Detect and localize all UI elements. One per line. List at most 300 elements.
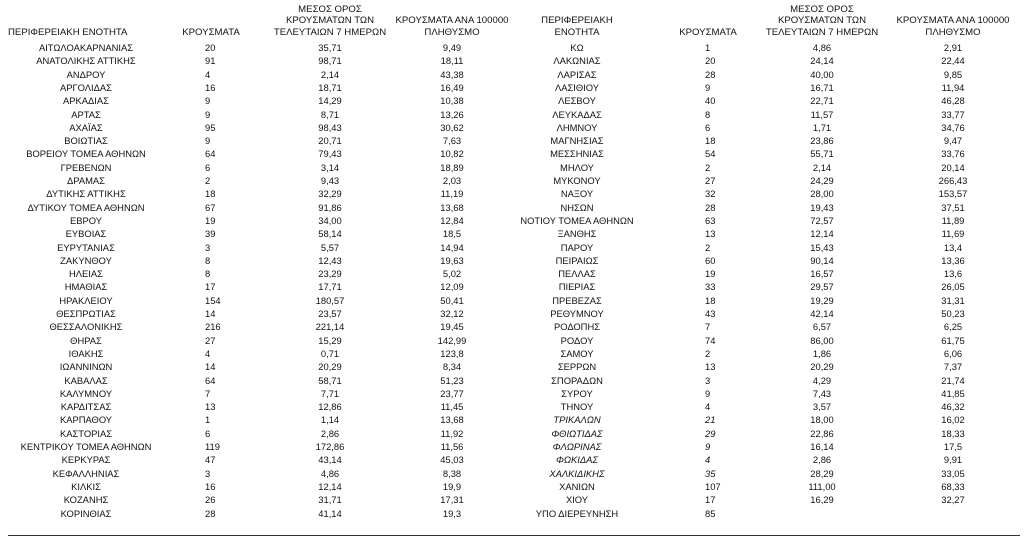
right-per100k-cell: 34,76 (941, 121, 965, 133)
right-cases-cell: 9 (705, 81, 711, 93)
left-region-cell: ΚΑΛΥΜΝΟΥ (59, 387, 113, 399)
left-region-cell: ΖΑΚΥΝΘΟΥ (60, 254, 112, 266)
right-cases-cell: 107 (705, 480, 721, 492)
header-per100k-left: ΚΡΟΥΣΜΑΤΑ ΑΝΑ 100000 ΠΛΗΘΥΣΜΟ (395, 15, 509, 38)
left-region-cell: ΚΟΖΑΝΗΣ (63, 494, 109, 506)
right-per100k-cell: 32,27 (941, 494, 965, 506)
table-row (0, 507, 1024, 520)
header-region-left: ΠΕΡΙΦΕΡΕΙΑΚΗ ΕΝΟΤΗΤΑ (8, 26, 128, 38)
left-cases-cell: 20 (205, 42, 216, 53)
left-per100k-cell: 123,8 (440, 347, 464, 359)
table-row (0, 41, 1024, 54)
left-avg7-cell: 17,71 (318, 281, 342, 293)
left-avg7-cell: 3,14 (320, 161, 340, 173)
right-per100k-cell: 50,23 (941, 308, 965, 319)
left-avg7-cell: 2,86 (320, 427, 340, 439)
table-row (0, 467, 1024, 480)
right-region-cell: ΛΕΣΒΟΥ (558, 95, 596, 107)
right-avg7-cell: 24,29 (810, 175, 834, 186)
left-per100k-cell: 8,34 (442, 361, 462, 373)
left-avg7-cell: 43,14 (318, 454, 342, 466)
right-region-cell: ΛΑΚΩΝΙΑΣ (553, 55, 601, 67)
right-region-cell: ΝΗΣΩΝ (560, 201, 594, 213)
right-per100k-cell: 11,69 (941, 228, 965, 240)
right-region-cell: ΡΟΔΟΠΗΣ (553, 321, 601, 333)
header-avg7-left: ΜΕΣΟΣ ΟΡΟΣ ΚΡΟΥΣΜΑΤΩΝ ΤΩΝ ΤΕΛΕΥΤΑΙΩΝ 7 ΗΜΕΡΩΝ (273, 3, 387, 38)
left-region-cell: ΑΡΓΟΛΙΔΑΣ (60, 81, 112, 93)
right-avg7-cell: 23,86 (810, 135, 834, 147)
right-per100k-cell: 33,05 (941, 467, 965, 479)
right-cases-cell: 63 (705, 214, 716, 226)
right-region-cell: ΛΑΡΙΣΑΣ (557, 68, 597, 80)
table-row (0, 440, 1024, 453)
right-avg7-cell: 22,86 (810, 427, 834, 439)
left-per100k-cell: 9,49 (442, 42, 462, 53)
right-avg7-cell: 2,86 (812, 454, 832, 466)
left-avg7-cell: 2,14 (320, 68, 340, 80)
left-avg7-cell: 35,71 (318, 42, 342, 53)
left-region-cell: ΕΥΡΥΤΑΝΙΑΣ (57, 241, 115, 253)
left-per100k-cell: 8,38 (442, 467, 462, 479)
right-cases-cell: 19 (705, 268, 716, 280)
left-avg7-cell: 31,71 (318, 494, 342, 506)
table-row (0, 400, 1024, 413)
table-row (0, 214, 1024, 227)
left-per100k-cell: 50,41 (440, 294, 464, 306)
left-cases-cell: 2 (205, 175, 211, 186)
left-avg7-cell: 23,29 (318, 268, 342, 280)
left-avg7-cell: 79,43 (318, 148, 342, 160)
left-avg7-cell: 12,43 (318, 254, 342, 266)
left-region-cell: ΗΡΑΚΛΕΙΟΥ (59, 294, 113, 306)
right-region-cell: ΡΟΔΟΥ (560, 334, 594, 346)
left-per100k-cell: 13,26 (440, 108, 464, 120)
left-region-cell: ΚΟΡΙΝΘΙΑΣ (60, 507, 112, 519)
right-cases-cell: 1 (705, 42, 711, 53)
left-region-cell: ΓΡΕΒΕΝΩΝ (60, 161, 112, 173)
left-cases-cell: 18 (205, 188, 216, 200)
right-cases-cell: 17 (705, 494, 716, 506)
right-per100k-cell: 11,94 (941, 81, 965, 93)
right-per100k-cell: 18,33 (941, 427, 965, 439)
left-avg7-cell: 8,71 (320, 108, 340, 120)
right-region-cell: ΠΡΕΒΕΖΑΣ (552, 294, 602, 306)
left-cases-cell: 28 (205, 507, 216, 519)
left-region-cell: ΚΑΡΔΙΤΣΑΣ (60, 401, 112, 413)
right-avg7-cell: 55,71 (810, 148, 834, 160)
right-avg7-cell: 15,43 (810, 241, 834, 253)
left-cases-cell: 27 (205, 334, 216, 346)
table-row (0, 480, 1024, 493)
right-per100k-cell: 20,14 (941, 161, 965, 173)
left-region-cell: ΑΝΔΡΟΥ (66, 68, 106, 80)
right-avg7-cell: 72,57 (810, 214, 834, 226)
right-per100k-cell: 33,76 (941, 148, 965, 160)
right-avg7-cell: 12,14 (810, 228, 834, 240)
right-avg7-cell: 16,57 (810, 268, 834, 280)
right-cases-cell: 13 (705, 228, 716, 240)
left-avg7-cell: 4,86 (320, 467, 340, 479)
right-cases-cell: 33 (705, 281, 716, 293)
right-region-cell: ΤΗΝΟΥ (560, 401, 594, 413)
left-cases-cell: 39 (205, 228, 216, 240)
left-region-cell: ΑΡΤΑΣ (71, 108, 101, 120)
right-region-cell: ΛΕΥΚΑΔΑΣ (552, 108, 602, 120)
right-region-cell: ΜΗΛΟΥ (560, 161, 594, 173)
left-cases-cell: 6 (205, 161, 211, 173)
right-cases-cell: 60 (705, 254, 716, 266)
right-cases-cell: 28 (705, 68, 716, 80)
right-region-cell: ΠΕΛΛΑΣ (558, 268, 596, 280)
right-region-cell: ΤΡΙΚΑΛΩΝ (553, 414, 601, 426)
right-cases-cell: 2 (705, 161, 711, 173)
right-cases-cell: 54 (705, 148, 716, 160)
left-region-cell: ΑΝΑΤΟΛΙΚΗΣ ΑΤΤΙΚΗΣ (36, 55, 136, 67)
left-region-cell: ΚΑΡΠΑΘΟΥ (59, 414, 113, 426)
left-per100k-cell: 11,19 (440, 188, 464, 200)
left-region-cell: ΕΒΡΟΥ (69, 214, 102, 226)
right-per100k-cell: 33,77 (941, 108, 965, 120)
left-region-cell: ΚΑΒΑΛΑΣ (64, 374, 108, 386)
left-avg7-cell: 9,43 (320, 175, 340, 186)
left-per100k-cell: 16,49 (440, 81, 464, 93)
left-avg7-cell: 20,29 (318, 361, 342, 373)
right-cases-cell: 4 (705, 401, 711, 413)
left-per100k-cell: 12,09 (440, 281, 464, 293)
left-cases-cell: 16 (205, 81, 216, 93)
left-per100k-cell: 30,62 (440, 121, 464, 133)
table-row (0, 147, 1024, 160)
left-cases-cell: 95 (205, 121, 216, 133)
left-per100k-cell: 11,56 (440, 441, 464, 452)
left-avg7-cell: 7,71 (320, 387, 340, 399)
right-region-cell: ΧΑΛΚΙΔΙΚΗΣ (549, 467, 605, 479)
left-per100k-cell: 32,12 (440, 308, 464, 319)
right-cases-cell: 20 (705, 55, 716, 67)
left-per100k-cell: 19,3 (442, 507, 462, 519)
right-cases-cell: 13 (705, 361, 716, 373)
left-per100k-cell: 43,38 (440, 68, 464, 80)
right-cases-cell: 43 (705, 308, 716, 319)
left-cases-cell: 4 (205, 347, 211, 359)
left-region-cell: ΕΥΒΟΙΑΣ (65, 228, 107, 240)
table-row (0, 241, 1024, 254)
right-avg7-cell: 19,43 (810, 201, 834, 213)
right-cases-cell: 6 (705, 121, 711, 133)
right-avg7-cell: 29,57 (810, 281, 834, 293)
table-row (0, 161, 1024, 174)
left-avg7-cell: 12,86 (318, 401, 342, 413)
right-per100k-cell: 2,91 (943, 42, 963, 53)
left-avg7-cell: 14,29 (318, 95, 342, 107)
right-avg7-cell: 24,14 (810, 55, 834, 67)
right-avg7-cell: 11,57 (810, 108, 834, 120)
left-region-cell: ΗΛΕΙΑΣ (69, 268, 103, 280)
right-per100k-cell: 266,43 (938, 175, 968, 186)
right-per100k-cell: 41,85 (941, 387, 965, 399)
right-per100k-cell: 9,47 (943, 135, 963, 147)
right-region-cell: ΚΩ (570, 42, 584, 53)
left-avg7-cell: 98,43 (318, 121, 342, 133)
table-row (0, 307, 1024, 320)
left-per100k-cell: 19,9 (442, 480, 462, 492)
right-cases-cell: 32 (705, 188, 716, 200)
right-per100k-cell: 37,51 (941, 201, 965, 213)
right-avg7-cell: 6,57 (812, 321, 832, 333)
right-avg7-cell: 16,71 (810, 81, 834, 93)
right-region-cell: ΣΥΡΟΥ (561, 387, 593, 399)
right-cases-cell: 2 (705, 241, 711, 253)
left-avg7-cell: 12,14 (318, 480, 342, 492)
right-cases-cell: 27 (705, 175, 716, 186)
right-cases-cell: 4 (705, 454, 711, 466)
left-per100k-cell: 11,92 (440, 427, 464, 439)
right-cases-cell: 3 (705, 374, 711, 386)
right-region-cell: ΜΑΓΝΗΣΙΑΣ (550, 135, 604, 147)
left-per100k-cell: 12,84 (440, 214, 464, 226)
left-cases-cell: 216 (205, 321, 221, 333)
left-cases-cell: 9 (205, 135, 211, 147)
left-cases-cell: 14 (205, 361, 216, 373)
right-avg7-cell: 4,86 (812, 42, 832, 53)
left-cases-cell: 7 (205, 387, 211, 399)
right-cases-cell: 35 (705, 467, 716, 479)
right-per100k-cell: 13,6 (943, 268, 963, 280)
table-row (0, 320, 1024, 333)
table-row (0, 387, 1024, 400)
right-avg7-cell: 86,00 (810, 334, 834, 346)
right-cases-cell: 18 (705, 135, 716, 147)
left-avg7-cell: 20,71 (318, 135, 342, 147)
right-avg7-cell: 7,43 (812, 387, 832, 399)
right-avg7-cell: 16,14 (810, 441, 834, 452)
table-row (0, 254, 1024, 267)
left-cases-cell: 19 (205, 214, 216, 226)
header-region-right: ΠΕΡΙΦΕΡΕΙΑΚΗ ΕΝΟΤΗΤΑ (541, 15, 613, 38)
right-per100k-cell: 11,89 (941, 214, 965, 226)
right-avg7-cell: 111,00 (808, 480, 836, 492)
right-cases-cell: 21 (705, 414, 716, 426)
left-per100k-cell: 11,45 (440, 401, 464, 413)
table-row (0, 134, 1024, 147)
right-avg7-cell: 42,14 (810, 308, 834, 319)
left-avg7-cell: 180,57 (315, 294, 345, 306)
right-avg7-cell: 40,00 (810, 68, 834, 80)
left-region-cell: ΚΙΛΚΙΣ (71, 480, 101, 492)
table-row (0, 108, 1024, 121)
header-cases-right: ΚΡΟΥΣΜΑΤΑ (679, 26, 737, 38)
right-avg7-cell (782, 507, 862, 520)
left-region-cell: ΘΕΣΠΡΩΤΙΑΣ (56, 308, 116, 319)
left-avg7-cell: 41,14 (318, 507, 342, 519)
right-per100k-cell: 21,74 (941, 374, 965, 386)
right-avg7-cell: 2,14 (812, 161, 832, 173)
right-per100k-cell: 9,91 (943, 454, 963, 466)
table-row (0, 493, 1024, 506)
right-per100k-cell: 22,44 (941, 55, 965, 67)
table-row (0, 94, 1024, 107)
table-row (0, 187, 1024, 200)
right-region-cell: ΣΑΜΟΥ (560, 347, 594, 359)
left-cases-cell: 3 (205, 241, 211, 253)
left-per100k-cell: 13,68 (440, 201, 464, 213)
left-cases-cell: 9 (205, 95, 211, 107)
right-per100k-cell: 68,33 (941, 480, 965, 492)
left-cases-cell: 64 (205, 148, 216, 160)
left-cases-cell: 6 (205, 427, 211, 439)
left-per100k-cell: 18,11 (440, 55, 464, 67)
left-avg7-cell: 58,14 (318, 228, 342, 240)
right-cases-cell: 18 (705, 294, 716, 306)
table-row (0, 201, 1024, 214)
right-per100k-cell: 13,4 (943, 241, 963, 253)
bottom-rule (8, 535, 1020, 536)
table-row (0, 453, 1024, 466)
left-region-cell: ΘΕΣΣΑΛΟΝΙΚΗΣ (49, 321, 123, 333)
left-per100k-cell: 10,82 (440, 148, 464, 160)
left-region-cell: ΚΕΦΑΛΛΗΝΙΑΣ (52, 467, 120, 479)
right-cases-cell: 40 (705, 95, 716, 107)
left-region-cell: ΔΡΑΜΑΣ (67, 175, 105, 186)
left-region-cell: ΒΟΡΕΙΟΥ ΤΟΜΕΑ ΑΘΗΝΩΝ (26, 148, 146, 160)
left-cases-cell: 16 (205, 480, 216, 492)
left-avg7-cell: 0,71 (320, 347, 340, 359)
right-cases-cell: 2 (705, 347, 711, 359)
left-avg7-cell: 221,14 (315, 321, 345, 333)
right-cases-cell: 9 (705, 387, 711, 399)
left-avg7-cell: 91,86 (318, 201, 342, 213)
right-region-cell: ΡΕΘΥΜΝΟΥ (550, 308, 604, 319)
table-row (0, 347, 1024, 360)
right-per100k-cell: 13,36 (941, 254, 965, 266)
right-region-cell: ΠΙΕΡΙΑΣ (558, 281, 596, 293)
right-per100k-cell: 46,28 (941, 95, 965, 107)
right-avg7-cell: 4,29 (812, 374, 832, 386)
left-avg7-cell: 34,00 (318, 214, 342, 226)
left-per100k-cell: 10,38 (440, 95, 464, 107)
right-avg7-cell: 3,57 (812, 401, 832, 413)
left-per100k-cell: 23,77 (440, 387, 464, 399)
right-per100k-cell: 6,06 (943, 347, 963, 359)
left-cases-cell: 3 (205, 467, 211, 479)
left-cases-cell: 47 (205, 454, 216, 466)
right-region-cell: ΥΠΟ ΔΙΕΡΕΥΝΗΣΗ (535, 507, 619, 519)
left-cases-cell: 8 (205, 254, 211, 266)
left-avg7-cell: 15,29 (318, 334, 342, 346)
left-cases-cell: 119 (205, 441, 220, 452)
right-avg7-cell: 1,71 (812, 121, 832, 133)
right-per100k-cell: 26,05 (941, 281, 965, 293)
left-per100k-cell: 19,45 (440, 321, 464, 333)
left-region-cell: ΚΕΡΚΥΡΑΣ (61, 454, 111, 466)
right-avg7-cell: 22,71 (810, 95, 834, 107)
table-row (0, 81, 1024, 94)
table-row (0, 360, 1024, 373)
left-region-cell: ΗΜΑΘΙΑΣ (64, 281, 108, 293)
left-region-cell: ΘΗΡΑΣ (70, 334, 102, 346)
left-cases-cell: 67 (205, 201, 216, 213)
left-region-cell: ΚΑΣΤΟΡΙΑΣ (59, 427, 113, 439)
left-region-cell: ΙΘΑΚΗΣ (68, 347, 104, 359)
left-per100k-cell: 13,68 (440, 414, 464, 426)
left-per100k-cell: 19,63 (440, 254, 464, 266)
left-per100k-cell: 18,89 (440, 161, 464, 173)
left-cases-cell: 26 (205, 494, 216, 506)
left-per100k-cell: 17,31 (440, 494, 464, 506)
left-avg7-cell: 32,29 (318, 188, 342, 200)
left-cases-cell: 91 (205, 55, 216, 67)
left-region-cell: ΔΥΤΙΚΗΣ ΑΤΤΙΚΗΣ (46, 188, 126, 200)
left-per100k-cell: 51,23 (440, 374, 464, 386)
left-per100k-cell: 5,02 (442, 268, 462, 280)
right-per100k-cell: 7,37 (943, 361, 963, 373)
right-region-cell: ΦΩΚΙΔΑΣ (556, 454, 598, 466)
right-cases-cell: 9 (705, 441, 711, 452)
right-per100k-cell: 9,85 (943, 68, 963, 80)
left-region-cell: ΔΥΤΙΚΟΥ ΤΟΜΕΑ ΑΘΗΝΩΝ (27, 201, 145, 213)
table-row (0, 174, 1024, 187)
right-avg7-cell: 18,00 (810, 414, 834, 426)
right-cases-cell: 29 (705, 427, 716, 439)
left-region-cell: ΑΙΤΩΛΟΑΚΑΡΝΑΝΙΑΣ (38, 42, 134, 53)
left-region-cell: ΑΡΚΑΔΙΑΣ (63, 95, 109, 107)
left-avg7-cell: 172,86 (315, 441, 345, 452)
left-cases-cell: 154 (205, 294, 221, 306)
right-region-cell: ΧΑΝΙΩΝ (559, 480, 595, 492)
right-region-cell: ΠΕΙΡΑΙΩΣ (555, 254, 599, 266)
right-region-cell: ΝΟΤΙΟΥ ΤΟΜΕΑ ΑΘΗΝΩΝ (520, 214, 634, 226)
right-region-cell: ΝΑΞΟΥ (560, 188, 594, 200)
table-row (0, 334, 1024, 347)
right-cases-cell: 8 (705, 108, 711, 120)
left-region-cell: ΙΩΑΝΝΙΝΩΝ (59, 361, 113, 373)
right-avg7-cell: 28,00 (810, 188, 834, 200)
left-cases-cell: 13 (205, 401, 216, 413)
table-row (0, 374, 1024, 387)
right-region-cell: ΣΕΡΡΩΝ (557, 361, 597, 373)
right-region-cell: ΧΙΟΥ (565, 494, 589, 506)
right-cases-cell: 28 (705, 201, 716, 213)
right-per100k-cell: 61,75 (941, 334, 965, 346)
left-avg7-cell: 1,14 (320, 414, 340, 426)
right-per100k-cell: 6,25 (943, 321, 963, 333)
right-region-cell: ΦΛΩΡΙΝΑΣ (552, 441, 602, 452)
right-cases-cell: 74 (705, 334, 716, 346)
left-avg7-cell: 5,57 (320, 241, 340, 253)
left-avg7-cell: 23,57 (318, 308, 342, 319)
right-per100k-cell: 46,32 (941, 401, 965, 413)
left-cases-cell: 8 (205, 268, 211, 280)
table-row (0, 68, 1024, 81)
left-per100k-cell: 2,03 (442, 175, 462, 186)
right-per100k-cell: 153,57 (938, 188, 968, 200)
table-row (0, 267, 1024, 280)
header-cases-left: ΚΡΟΥΣΜΑΤΑ (182, 26, 240, 38)
left-cases-cell: 64 (205, 374, 216, 386)
right-avg7-cell: 16,29 (810, 494, 834, 506)
table-row (0, 280, 1024, 293)
left-per100k-cell: 14,94 (440, 241, 464, 253)
right-per100k-cell: 31,31 (941, 294, 965, 306)
right-region-cell: ΦΘΙΩΤΙΔΑΣ (551, 427, 603, 439)
left-per100k-cell: 18,5 (442, 228, 462, 240)
right-per100k-cell (913, 507, 993, 520)
left-region-cell: ΚΕΝΤΡΙΚΟΥ ΤΟΜΕΑ ΑΘΗΝΩΝ (20, 441, 152, 452)
left-avg7-cell: 18,71 (318, 81, 342, 93)
left-cases-cell: 17 (205, 281, 216, 293)
table-row (0, 54, 1024, 67)
right-per100k-cell: 17,5 (943, 441, 963, 452)
